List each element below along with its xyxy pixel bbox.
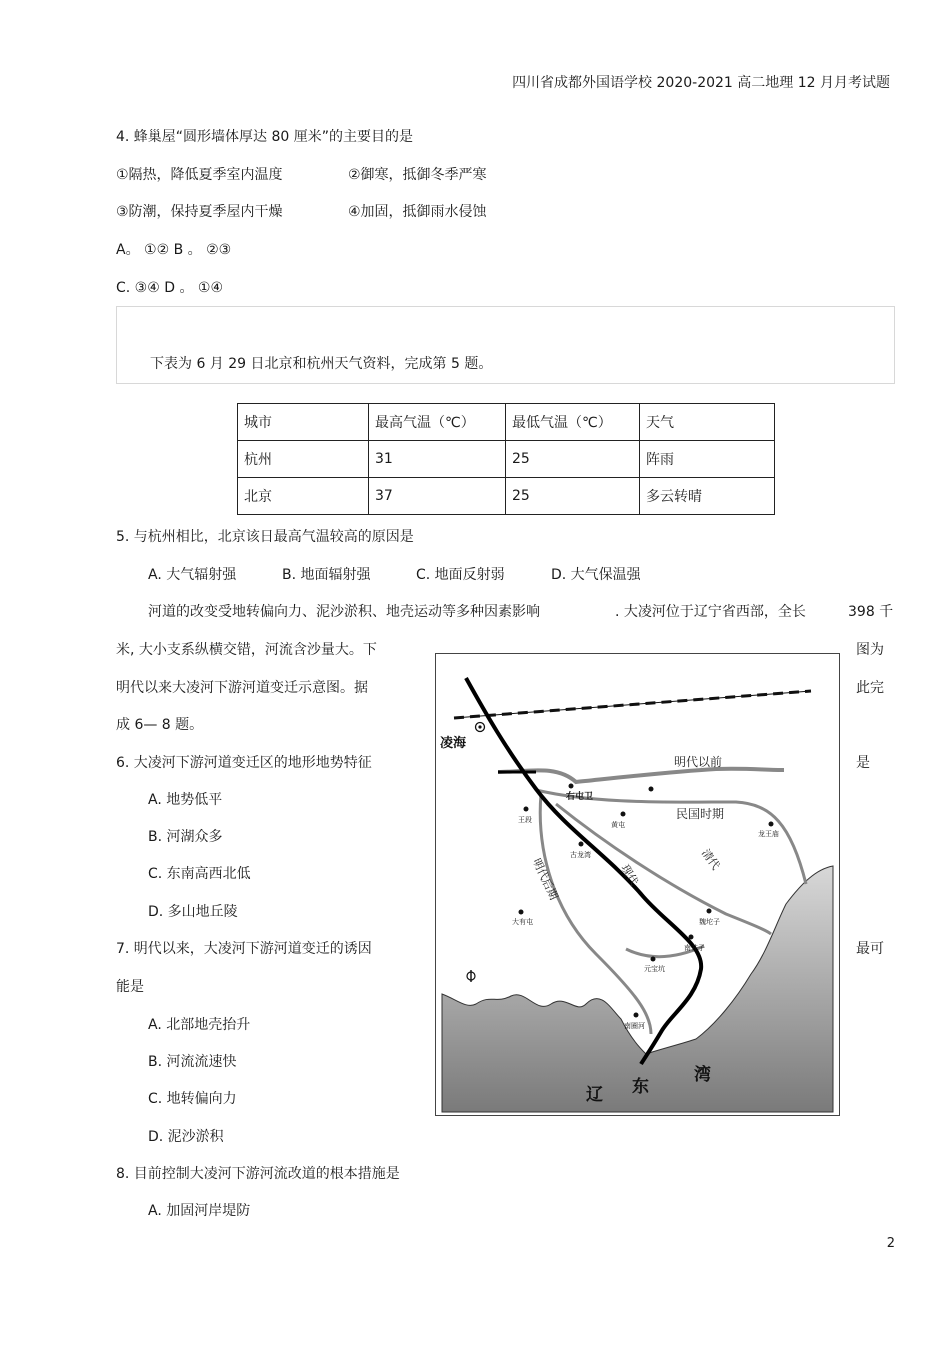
ming-late-channel [540, 794, 651, 1034]
place-label: 南井子 [684, 944, 705, 952]
table-intro: 下表为 6 月 29 日北京和杭州天气资料，完成第 5 题。 [150, 356, 493, 372]
q7-option-c: C. 地转偏向力 [148, 1091, 237, 1107]
q6-stem-end: 是 [856, 755, 870, 771]
table-cell: 阵雨 [640, 441, 775, 478]
passage-line-1: 河道的改变受地转偏向力、泥沙淤积、地壳运动等多种因素影响 [148, 604, 540, 620]
table-cell: 北京 [238, 478, 369, 515]
ming-before-channel [498, 769, 784, 782]
q8-stem: 8. 目前控制大凌河下游河流改道的根本措施是 [116, 1166, 400, 1182]
q4-answers-ab: A。 ①② B 。 ②③ [116, 242, 232, 258]
place-label: 南圈河 [624, 1022, 645, 1030]
table-row [238, 478, 775, 515]
table-header-cell: 最高气温（℃） [369, 404, 506, 441]
q8-option-a: A. 加固河岸堤防 [148, 1203, 251, 1219]
q6-option-a: A. 地势低平 [148, 792, 223, 808]
q6-option-b: B. 河湖众多 [148, 829, 223, 845]
page-number: 2 [886, 1236, 895, 1251]
ming-before-label: 明代以前 [674, 755, 723, 769]
table-header-cell: 天气 [640, 404, 775, 441]
q7-option-b: B. 河流流速快 [148, 1054, 237, 1070]
place-label: 龙王庙 [758, 830, 779, 838]
modern-label: 现代 [618, 862, 641, 888]
q5-option-b: B. 地面辐射强 [282, 567, 371, 583]
table-cell: 杭州 [238, 441, 369, 478]
place-label: 魏坨子 [699, 918, 720, 926]
sea-area [442, 866, 833, 1112]
place-label: 古龙湾 [570, 851, 591, 859]
q4-option-4: ④加固，抵御雨水侵蚀 [348, 204, 487, 220]
bay-label-2: 东 [632, 1077, 649, 1097]
page-header: 四川省成都外国语学校 2020-2021 高二地理 12 月月考试题 [512, 75, 890, 91]
q5-option-d: D. 大气保温强 [551, 567, 641, 583]
table-cell: 25 [506, 441, 640, 478]
q7-stem: 7. 明代以来，大凌河下游河道变迁的诱因 [116, 941, 372, 957]
place-label: 大有屯 [512, 918, 533, 926]
minguo-label: 民国时期 [676, 807, 725, 821]
table-cell: 多云转晴 [640, 478, 775, 515]
q4-answers-cd: C. ③④ D 。 ①④ [116, 280, 224, 296]
q7-stem-end: 最可 [856, 941, 884, 957]
table-header-cell: 城市 [238, 404, 369, 441]
place-label: 元宝坑 [644, 965, 665, 973]
q5-option-a: A. 大气辐射强 [148, 567, 237, 583]
passage-line-2: 米, 大小支系纵横交错，河流含沙量大。下 [116, 642, 377, 658]
q5-option-c: C. 地面反射弱 [416, 567, 505, 583]
table-cell: 31 [369, 441, 506, 478]
weather-table [237, 403, 775, 515]
q7-option-a: A. 北部地壳抬升 [148, 1017, 251, 1033]
passage-line-1b: . 大凌河位于辽宁省西部，全长 [615, 604, 806, 620]
q4-option-3: ③防潮，保持夏季屋内干燥 [116, 204, 283, 220]
table-header-cell: 最低气温（℃） [506, 404, 640, 441]
q4-stem: 4. 蜂巢屋“圆形墙体厚达 80 厘米”的主要目的是 [116, 129, 414, 145]
q7-option-d: D. 泥沙淤积 [148, 1129, 224, 1145]
q6-option-c: C. 东南高西北低 [148, 866, 251, 882]
ming-late-label: 明代后期 [529, 856, 561, 902]
table-row [238, 441, 775, 478]
place-label: 王段 [518, 816, 532, 824]
passage-line-1c: 398 千 [848, 604, 894, 620]
passage-line-2b: 图为 [856, 642, 884, 658]
passage-line-3b: 此完 [856, 680, 884, 696]
q6-option-d: D. 多山地丘陵 [148, 904, 238, 920]
q6-stem: 6. 大凌河下游河道变迁区的地形地势特征 [116, 755, 372, 771]
place-label: 右屯卫 [566, 792, 594, 802]
q7-stem-2: 能是 [116, 979, 144, 995]
q5-stem: 5. 与杭州相比，北京该日最高气温较高的原因是 [116, 529, 414, 545]
river-map-svg [436, 654, 839, 1115]
passage-line-4: 成 6— 8 题。 [116, 717, 204, 733]
intro-box [116, 306, 895, 384]
bay-label-3: 湾 [694, 1065, 711, 1085]
city-label: 凌海 [440, 736, 467, 751]
river-map [435, 653, 840, 1116]
bay-label-1: 辽 [586, 1085, 603, 1105]
north-arrow-icon [467, 970, 475, 982]
q4-option-1: ①隔热，降低夏季室内温度 [116, 167, 283, 183]
place-label: 黄屯 [611, 821, 625, 829]
table-cell: 25 [506, 478, 640, 515]
q4-option-2: ②御寒，抵御冬季严寒 [348, 167, 487, 183]
passage-line-3: 明代以来大凌河下游河道变迁示意图。据 [116, 680, 368, 696]
qing-label: 清代 [698, 846, 723, 873]
table-cell: 37 [369, 478, 506, 515]
table-header-row [238, 404, 775, 441]
